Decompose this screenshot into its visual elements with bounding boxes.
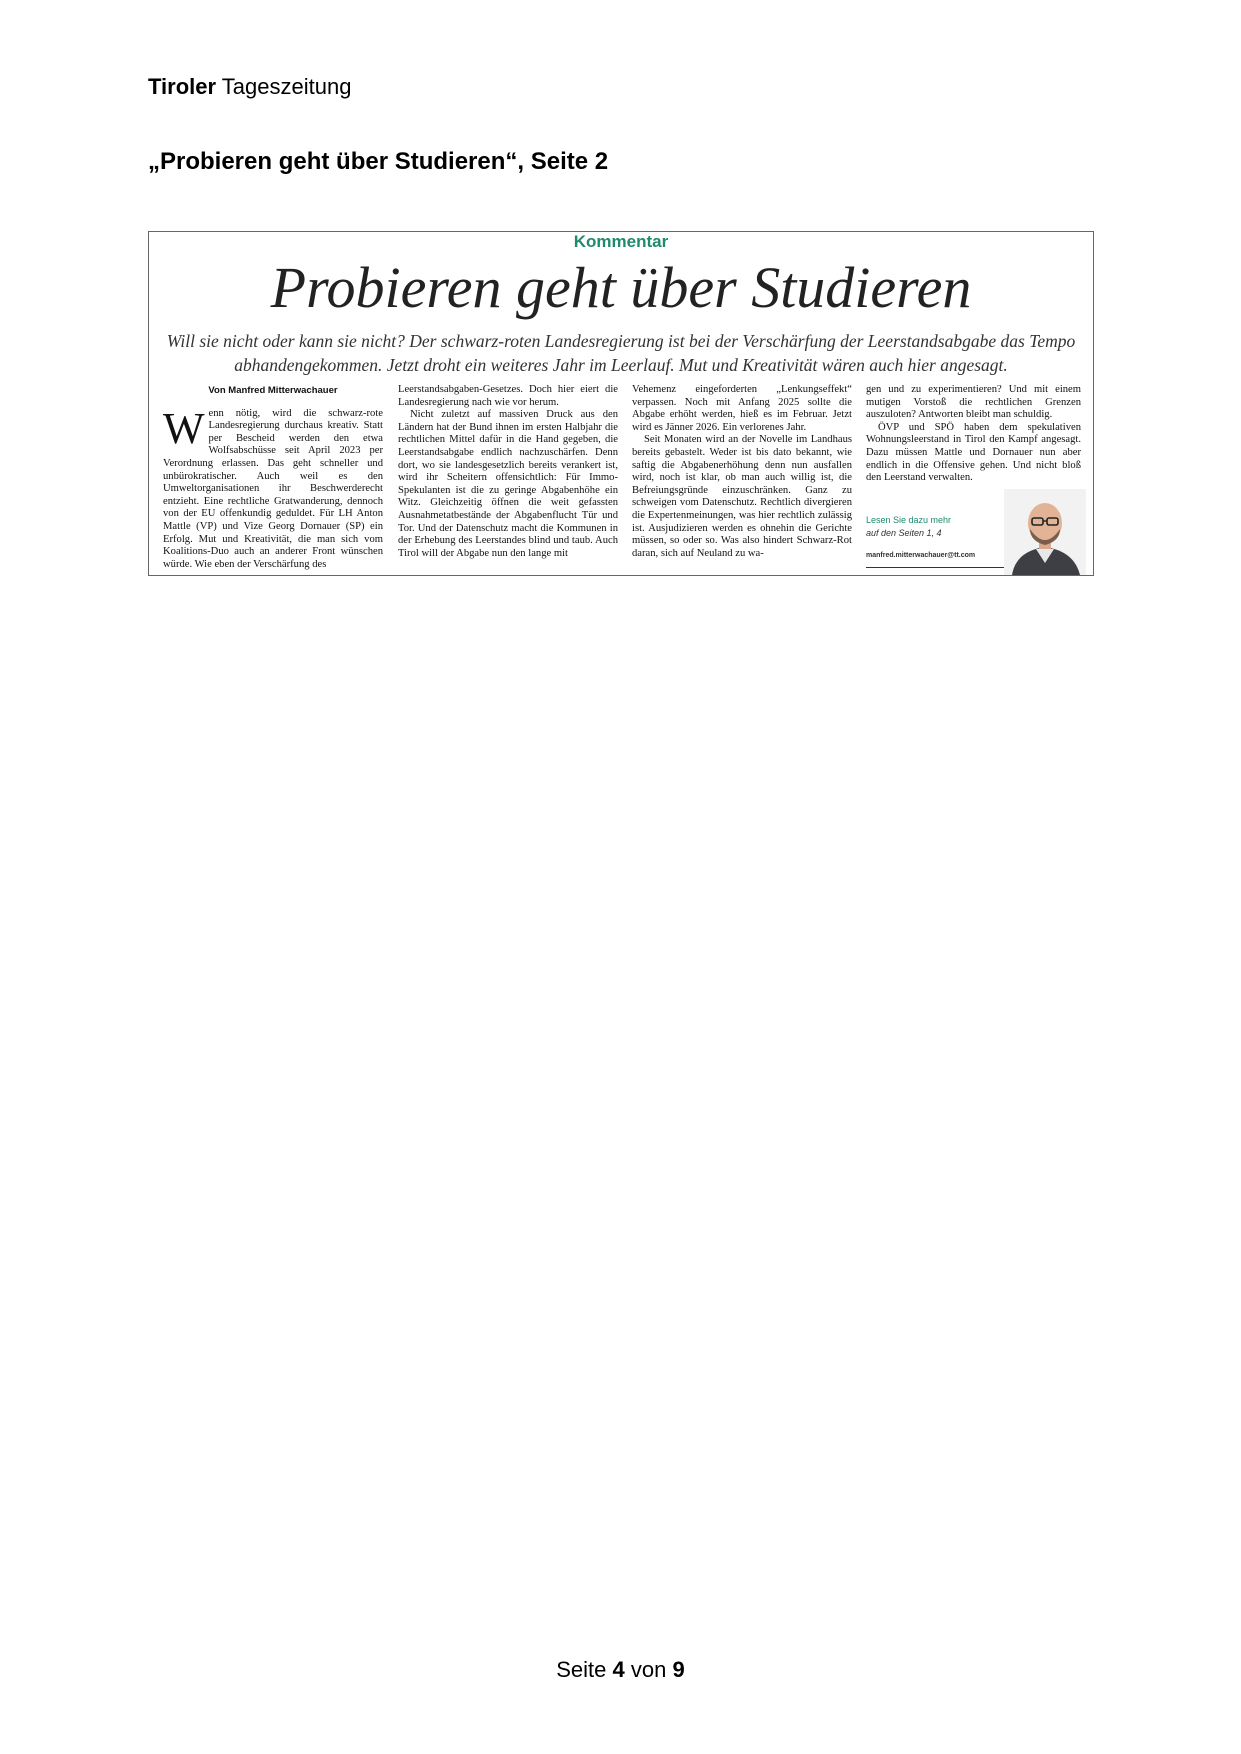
column-3 bbox=[632, 384, 852, 572]
paragraph: gen und zu experimentieren? Und mit einem mutigen Vorstoß die rechtlichen Grenzen auszuloten? Antworten bleibt man schuldig. bbox=[866, 384, 1081, 421]
byline: Von Manfred Mitterwachauer bbox=[208, 385, 338, 396]
article-reference: „Probieren geht über Studieren“, Seite 2 bbox=[148, 148, 609, 175]
paragraph: Vehemenz eingeforderten „Lenkungseffekt“ verpassen. Noch mit Anfang 2025 sollte die Abgabe erhöht werden, hieß es im Februar. Jetzt wird es Jänner 2026. Ein verlorenes Jahr. bbox=[632, 384, 852, 433]
column-2 bbox=[398, 384, 618, 572]
paragraph: Nicht zuletzt auf massiven Druck aus den Ländern hat der Bund ihnen im ersten Halbjahr die rechtlichen Mittel dafür in die Hand gegeben, die Leerstandsabgabe endlich nachzuschärfen. Denn dort, wo sie landesgesetzlich bereits verankert ist, wird ihr Scheitern offensichtlich: Für Immo-Spekulanten ist die zu geringe Abgabenhöhe ein Witz. Gleichzeitig öffnen die weit gefassten Ausnahmetatbestände der Abgabenflucht Tür und Tor. Und der Datenschutz macht die Kommunen in der Erhebung des Leerstandes blind und taub. Auch Tirol will der Abgabe nun den lange mit bbox=[398, 409, 618, 559]
headline: Probieren geht über Studieren bbox=[270, 255, 972, 320]
page-footer bbox=[0, 1657, 1241, 1683]
paragraph: Leerstandsabgaben-Gesetzes. Doch hier eiert die Landesregierung nach wie vor herum. bbox=[398, 384, 618, 408]
read-more-note bbox=[866, 514, 1006, 540]
footer-prefix: Seite bbox=[556, 1657, 607, 1682]
drop-cap: W bbox=[163, 403, 205, 453]
author-portrait bbox=[1004, 489, 1086, 575]
read-more-label: Lesen Sie dazu mehr bbox=[866, 515, 952, 525]
total-page-number: 9 bbox=[672, 1657, 685, 1682]
paragraph: enn nötig, wird die schwarz-rote Landesregierung durchaus kreativ. Statt per Bescheid werden den etwa Wolfsabschüsse seit April 2023 per Verordnung erlassen. Das geht schneller und unbürokratischer. Auch weil es den Umweltorganisationen ihr Beschwerderecht entzieht. Eine rechtliche Gratwanderung, dennoch von der EU offenkundig geduldet. Für LH Anton Mattle (VP) und Vize Georg Dornauer (SP) ein Erfolg. Mut und Kreativität, die man sich vom Koalitions-Duo auch an anderer Front wünschen würde. Wie eben der Verschärfung des bbox=[163, 407, 383, 570]
deck: Will sie nicht oder kann sie nicht? Der schwarz-roten Landesregierung ist bei der Verschärfung der Leerstandsabgabe das Tempo abhandengekommen. Jetzt droht ein weiteres Jahr im Leerlauf. Mut und Kreativität wären auch hier angesagt. bbox=[166, 331, 1076, 375]
kicker: Kommentar bbox=[573, 232, 669, 251]
newspaper-clipping bbox=[148, 231, 1094, 576]
current-page-number: 4 bbox=[612, 1657, 625, 1682]
publication-name-rest: Tageszeitung bbox=[221, 74, 352, 99]
column-1 bbox=[163, 384, 383, 572]
publication-name bbox=[148, 74, 351, 100]
paragraph: Seit Monaten wird an der Novelle im Landhaus bereits gebastelt. Weder ist bis dato bekannt, wie saftig die Abgabenerhöhung denn nun ausfallen wird, noch ist klar, ob man auch willig ist, die Befreiungsgründe einzuschränken. Ganz zu schweigen vom Datenschutz. Rechtlich divergieren die Expertenmeinungen, was hier rechtlich zulässig ist. Ausjudizieren werden es ohnehin die Gerichte müssen, so oder so. Was also hindert Schwarz-Rot daran, sich auf Neuland zu wa- bbox=[632, 434, 852, 559]
publication-name-bold: Tiroler bbox=[148, 74, 217, 99]
read-more-pages: auf den Seiten 1, 4 bbox=[866, 528, 942, 538]
footer-middle: von bbox=[630, 1657, 667, 1682]
paragraph: ÖVP und SPÖ haben dem spekulativen Wohnungsleerstand in Tirol den Kampf angesagt. Dazu müssen Mattle und Dornauer nun aber endlich in die Offensive gehen. Und nicht bloß den Leerstand verwalten. bbox=[866, 421, 1081, 484]
article-columns bbox=[149, 384, 1094, 574]
author-email: manfred.mitterwachauer@tt.com bbox=[866, 552, 1046, 568]
